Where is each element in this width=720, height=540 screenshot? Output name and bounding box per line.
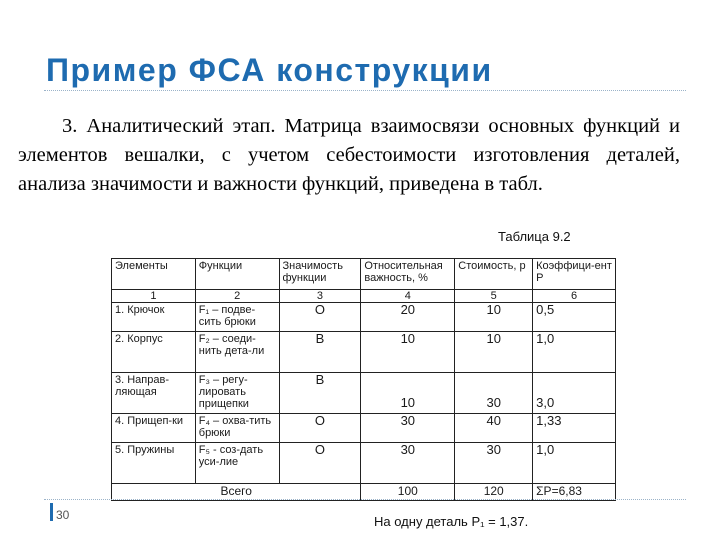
header-significance: Значимость функции: [279, 259, 361, 290]
column-number: 4: [361, 290, 455, 303]
body-paragraph: 3. Аналитический этап. Матрица взаимосвязи основных функций и элементов вешалки, с учетом себестоимости изготовления деталей, анализа значимости и важности функций, приведена в табл.: [18, 115, 680, 195]
table-header-row: [112, 259, 616, 290]
cell-function: F₅ - соз-дать уси-лие: [195, 443, 279, 484]
cell-significance: О: [279, 414, 361, 443]
total-importance: 100: [361, 484, 455, 501]
cell-coefficient: 1,0: [533, 443, 616, 484]
table-total-row: [112, 484, 616, 501]
cell-coefficient: 3,0: [533, 373, 616, 414]
cell-coefficient: 1,33: [533, 414, 616, 443]
cell-function: F₂ – соеди-нить дета-ли: [195, 332, 279, 373]
footer-divider: [44, 499, 686, 500]
table-row: [112, 373, 616, 414]
table-row: [112, 303, 616, 332]
column-number-row: [112, 290, 616, 303]
cell-significance: В: [279, 332, 361, 373]
total-cost: 120: [455, 484, 533, 501]
title-divider: [44, 90, 686, 91]
header-elements: Элементы: [112, 259, 196, 290]
page-marker: [50, 503, 53, 521]
total-label: Всего: [112, 484, 361, 501]
table-footnote: На одну деталь Р₁ = 1,37.: [374, 514, 529, 529]
cell-cost: 30: [455, 373, 533, 414]
table-row: [112, 414, 616, 443]
cell-element: 1. Крючок: [112, 303, 196, 332]
page-number: 30: [56, 508, 70, 522]
cell-importance: 20: [361, 303, 455, 332]
cell-cost: 30: [455, 443, 533, 484]
cell-significance: В: [279, 373, 361, 414]
column-number: 5: [455, 290, 533, 303]
table-row: [112, 332, 616, 373]
header-cost: Стоимость, р: [455, 259, 533, 290]
cell-element: 5. Пружины: [112, 443, 196, 484]
cell-coefficient: 1,0: [533, 332, 616, 373]
cell-element: 4. Прищеп-ки: [112, 414, 196, 443]
cell-significance: О: [279, 443, 361, 484]
total-coefficient: ΣР=6,83: [533, 484, 616, 501]
slide-title: Пример ФСА конструкции: [46, 52, 493, 88]
cell-importance: 30: [361, 443, 455, 484]
cell-function: F₃ – регу-лировать прищепки: [195, 373, 279, 414]
header-coefficient: Коэффици-ент Р: [533, 259, 616, 290]
cell-cost: 10: [455, 303, 533, 332]
header-importance: Относительная важность, %: [361, 259, 455, 290]
header-functions: Функции: [195, 259, 279, 290]
function-element-matrix: [111, 258, 616, 501]
cell-importance: 10: [361, 332, 455, 373]
cell-function: F₁ – подве-сить брюки: [195, 303, 279, 332]
cell-element: 2. Корпус: [112, 332, 196, 373]
cell-cost: 40: [455, 414, 533, 443]
column-number: 1: [112, 290, 196, 303]
cell-cost: 10: [455, 332, 533, 373]
cell-importance: 10: [361, 373, 455, 414]
column-number: 6: [533, 290, 616, 303]
cell-function: F₄ – охва-тить брюки: [195, 414, 279, 443]
cell-element: 3. Направ-ляющая: [112, 373, 196, 414]
column-number: 3: [279, 290, 361, 303]
cell-significance: О: [279, 303, 361, 332]
cell-importance: 30: [361, 414, 455, 443]
column-number: 2: [195, 290, 279, 303]
table-caption: Таблица 9.2: [498, 229, 571, 244]
table-row: [112, 443, 616, 484]
cell-coefficient: 0,5: [533, 303, 616, 332]
